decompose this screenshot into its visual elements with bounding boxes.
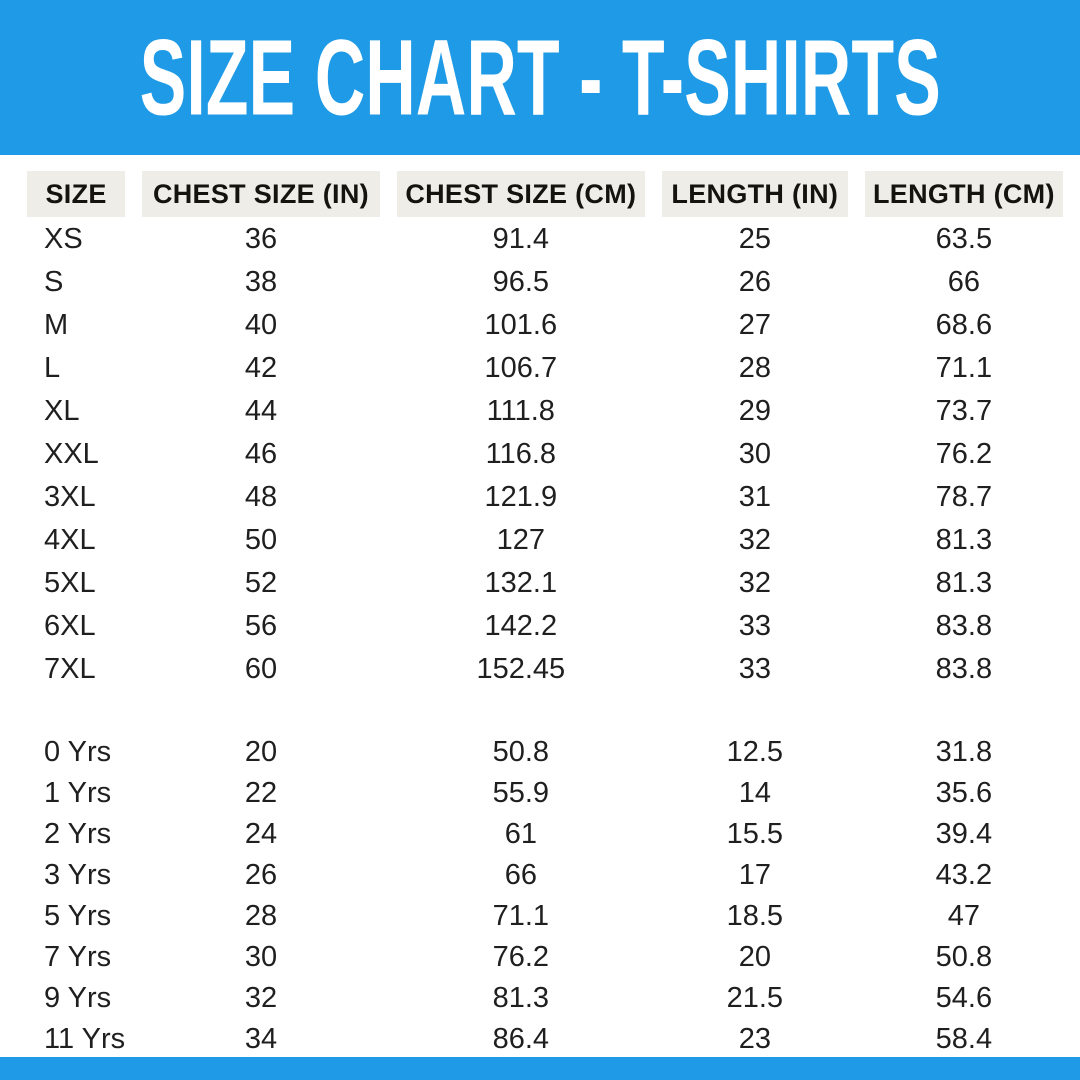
value-cell: 81.3 — [935, 567, 993, 599]
value-cell: 66 — [947, 266, 981, 298]
value-cell: 55.9 — [492, 777, 550, 809]
table-row — [27, 604, 1063, 647]
value-cell: 50 — [244, 524, 278, 556]
table-row — [27, 647, 1063, 690]
value-cell: 60 — [244, 653, 278, 685]
section-spacer — [27, 690, 1063, 732]
adult-sizes-body — [27, 217, 1063, 690]
size-label-cell: 1 Yrs — [44, 777, 112, 809]
value-cell: 42 — [244, 352, 278, 384]
table-row — [27, 217, 1063, 260]
value-cell: 48 — [244, 481, 278, 513]
value-cell: 73.7 — [935, 395, 993, 427]
value-cell: 22 — [244, 777, 278, 809]
value-cell: 52 — [244, 567, 278, 599]
value-cell: 111.8 — [486, 395, 555, 427]
size-label-cell: 0 Yrs — [44, 736, 112, 768]
table-row — [27, 773, 1063, 814]
value-cell: 28 — [244, 900, 278, 932]
value-cell: 36 — [244, 223, 278, 255]
page-title: SIZE CHART - T-SHIRTS — [139, 17, 941, 138]
table-header-row — [27, 171, 1063, 217]
table-row — [27, 1019, 1063, 1060]
value-cell: 83.8 — [935, 610, 993, 642]
value-cell: 68.6 — [935, 309, 993, 341]
value-cell: 18.5 — [726, 900, 784, 932]
value-cell: 61 — [504, 818, 537, 850]
value-cell: 66 — [504, 859, 537, 891]
value-cell: 24 — [244, 818, 278, 850]
size-label-cell: 2 Yrs — [44, 818, 112, 850]
value-cell: 26 — [244, 859, 278, 891]
value-cell: 142.2 — [484, 610, 558, 642]
value-cell: 91.4 — [492, 223, 550, 255]
value-cell: 132.1 — [484, 567, 558, 599]
value-cell: 30 — [244, 941, 278, 973]
size-label-cell: 11 Yrs — [44, 1023, 126, 1055]
value-cell: 35.6 — [935, 777, 993, 809]
table-row — [27, 389, 1063, 432]
size-label-cell: 7 Yrs — [44, 941, 112, 973]
value-cell: 71.1 — [492, 900, 550, 932]
value-cell: 127 — [496, 524, 546, 556]
value-cell: 32 — [738, 524, 771, 556]
value-cell: 25 — [738, 223, 771, 255]
value-cell: 20 — [244, 736, 278, 768]
value-cell: 14 — [738, 777, 771, 809]
value-cell: 63.5 — [935, 223, 993, 255]
value-cell: 28 — [738, 352, 771, 384]
value-cell: 38 — [244, 266, 278, 298]
value-cell: 40 — [244, 309, 278, 341]
value-cell: 152.45 — [476, 653, 566, 685]
value-cell: 81.3 — [935, 524, 993, 556]
column-header-size: SIZE — [27, 171, 125, 217]
value-cell: 21.5 — [726, 982, 784, 1014]
column-header-chest-in: CHEST SIZE (IN) — [142, 171, 380, 217]
title-banner — [0, 0, 1080, 155]
value-cell: 30 — [738, 438, 771, 470]
value-cell: 54.6 — [935, 982, 993, 1014]
value-cell: 56 — [244, 610, 278, 642]
value-cell: 33 — [738, 653, 771, 685]
size-label-cell: L — [44, 352, 61, 384]
spacer-row — [27, 690, 1063, 732]
value-cell: 58.4 — [935, 1023, 993, 1055]
value-cell: 31 — [738, 481, 771, 513]
bottom-accent-bar — [0, 1057, 1080, 1080]
value-cell: 50.8 — [492, 736, 550, 768]
value-cell: 29 — [738, 395, 771, 427]
value-cell: 78.7 — [935, 481, 993, 513]
value-cell: 20 — [738, 941, 771, 973]
table-row — [27, 561, 1063, 604]
value-cell: 86.4 — [492, 1023, 550, 1055]
size-label-cell: 5XL — [44, 567, 96, 599]
table-row — [27, 518, 1063, 561]
size-label-cell: XXL — [44, 438, 99, 470]
size-label-cell: 4XL — [44, 524, 96, 556]
size-label-cell: XL — [44, 395, 80, 427]
table-row — [27, 937, 1063, 978]
value-cell: 43.2 — [935, 859, 993, 891]
value-cell: 81.3 — [492, 982, 550, 1014]
value-cell: 31.8 — [935, 736, 993, 768]
size-table — [10, 171, 1080, 1060]
value-cell: 12.5 — [726, 736, 784, 768]
size-label-cell: 3XL — [44, 481, 96, 513]
column-header-length-in: LENGTH (IN) — [662, 171, 848, 217]
kids-sizes-body — [27, 732, 1063, 1060]
table-row — [27, 303, 1063, 346]
value-cell: 33 — [738, 610, 771, 642]
value-cell: 76.2 — [935, 438, 993, 470]
table-row — [27, 346, 1063, 389]
value-cell: 39.4 — [935, 818, 993, 850]
table-row — [27, 732, 1063, 773]
table-row — [27, 814, 1063, 855]
value-cell: 17 — [738, 859, 771, 891]
size-label-cell: 7XL — [44, 653, 96, 685]
value-cell: 32 — [738, 567, 771, 599]
value-cell: 44 — [244, 395, 278, 427]
value-cell: 15.5 — [726, 818, 784, 850]
value-cell: 83.8 — [935, 653, 993, 685]
table-section — [0, 171, 1080, 1060]
value-cell: 34 — [244, 1023, 278, 1055]
column-header-chest-cm: CHEST SIZE (CM) — [397, 171, 645, 217]
size-label-cell: XS — [44, 223, 83, 255]
value-cell: 50.8 — [935, 941, 993, 973]
size-label-cell: 6XL — [44, 610, 96, 642]
value-cell: 71.1 — [935, 352, 993, 384]
value-cell: 23 — [738, 1023, 771, 1055]
value-cell: 26 — [738, 266, 771, 298]
value-cell: 46 — [244, 438, 278, 470]
value-cell: 76.2 — [492, 941, 550, 973]
value-cell: 47 — [947, 900, 981, 932]
table-header — [27, 171, 1063, 217]
size-label-cell: S — [44, 266, 64, 298]
size-label-cell: M — [44, 309, 69, 341]
size-label-cell: 5 Yrs — [44, 900, 112, 932]
table-row — [27, 896, 1063, 937]
value-cell: 101.6 — [484, 309, 558, 341]
table-row — [27, 475, 1063, 518]
value-cell: 96.5 — [492, 266, 550, 298]
value-cell: 32 — [244, 982, 278, 1014]
value-cell: 106.7 — [484, 352, 558, 384]
column-header-length-cm: LENGTH (CM) — [865, 171, 1063, 217]
table-row — [27, 260, 1063, 303]
table-row — [27, 978, 1063, 1019]
value-cell: 121.9 — [484, 481, 558, 513]
size-label-cell: 9 Yrs — [44, 982, 112, 1014]
value-cell: 27 — [738, 309, 771, 341]
table-row — [27, 855, 1063, 896]
table-row — [27, 432, 1063, 475]
value-cell: 116.8 — [485, 438, 557, 470]
size-label-cell: 3 Yrs — [44, 859, 112, 891]
